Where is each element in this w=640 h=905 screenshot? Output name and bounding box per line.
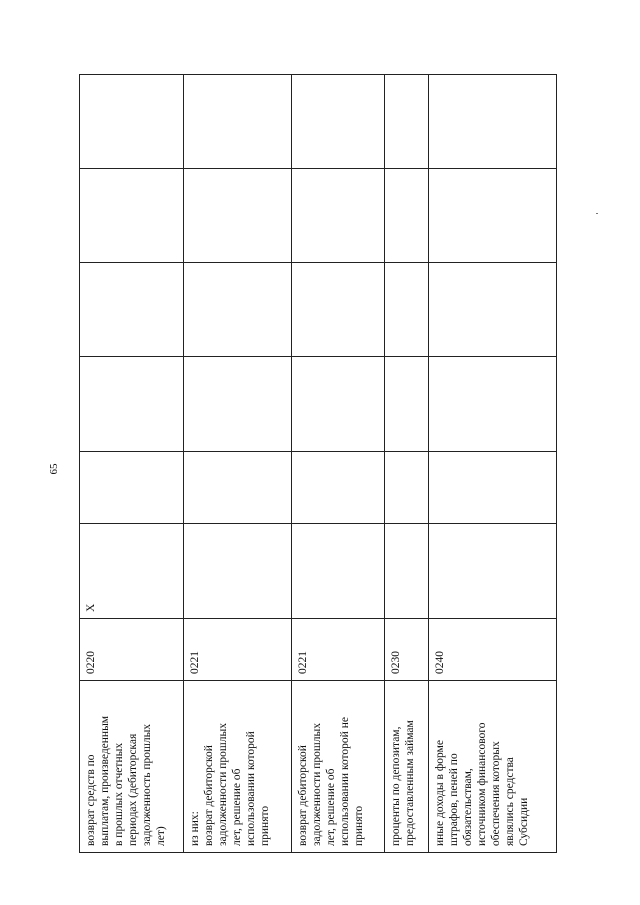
empty-cell: [292, 75, 384, 169]
empty-cell: [292, 263, 384, 357]
row-code-cell: 0230: [384, 619, 428, 681]
report-table: [79, 74, 557, 853]
empty-cell: [80, 169, 184, 263]
page-number: 65: [48, 463, 60, 475]
empty-cell: [384, 357, 428, 452]
row-code-cell: 0221: [184, 619, 292, 681]
row-label-cell: [80, 681, 184, 853]
row-label-cell: [292, 681, 384, 853]
empty-cell: [184, 75, 292, 169]
row-label: возврат дебиторской задолженности прошлых лет, решение об использовании которой не принято: [297, 717, 366, 846]
empty-cell: [80, 452, 184, 524]
row-label: проценты по депозитам, предоставленным займам: [389, 720, 416, 846]
row-label: иные доходы в форме штрафов, пеней по обязательствам, источником финансового обеспечения которых являлись средства Субсидии: [433, 722, 530, 846]
row-label-cell: [384, 681, 428, 853]
table-row: [292, 75, 384, 853]
empty-cell: [184, 357, 292, 452]
empty-cell: [292, 169, 384, 263]
empty-cell: [184, 452, 292, 524]
x-cell: X: [80, 524, 184, 619]
empty-cell: [292, 452, 384, 524]
x-cell: [184, 524, 292, 619]
empty-cell: [184, 263, 292, 357]
empty-cell: [184, 169, 292, 263]
empty-cell: [80, 263, 184, 357]
empty-cell: [428, 452, 556, 524]
empty-cell: [292, 357, 384, 452]
table-row: [428, 75, 556, 853]
empty-cell: [384, 452, 428, 524]
x-cell: [428, 524, 556, 619]
table-row: [184, 75, 292, 853]
table-row: [80, 75, 184, 853]
empty-cell: [384, 169, 428, 263]
row-code-cell: 0240: [428, 619, 556, 681]
row-label: из них: возврат дебиторской задолженности прошлых лет, решение об использовании которой принято: [189, 723, 272, 846]
empty-cell: [428, 263, 556, 357]
empty-cell: [428, 357, 556, 452]
row-label-cell: [428, 681, 556, 853]
x-cell: [292, 524, 384, 619]
x-cell: [384, 524, 428, 619]
empty-cell: [428, 169, 556, 263]
empty-cell: [80, 75, 184, 169]
empty-cell: [384, 263, 428, 357]
row-code-cell: 0220: [80, 619, 184, 681]
row-label: возврат средств по выплатам, произведенным в прошлых отчетных периодах (дебиторская задолженность прошлых лет): [85, 715, 167, 846]
row-label-cell: [184, 681, 292, 853]
scan-speck: [596, 213, 598, 214]
empty-cell: [428, 75, 556, 169]
row-code-cell: 0221: [292, 619, 384, 681]
rotated-table-container: [79, 75, 557, 853]
table-row: [384, 75, 428, 853]
empty-cell: [384, 75, 428, 169]
empty-cell: [80, 357, 184, 452]
